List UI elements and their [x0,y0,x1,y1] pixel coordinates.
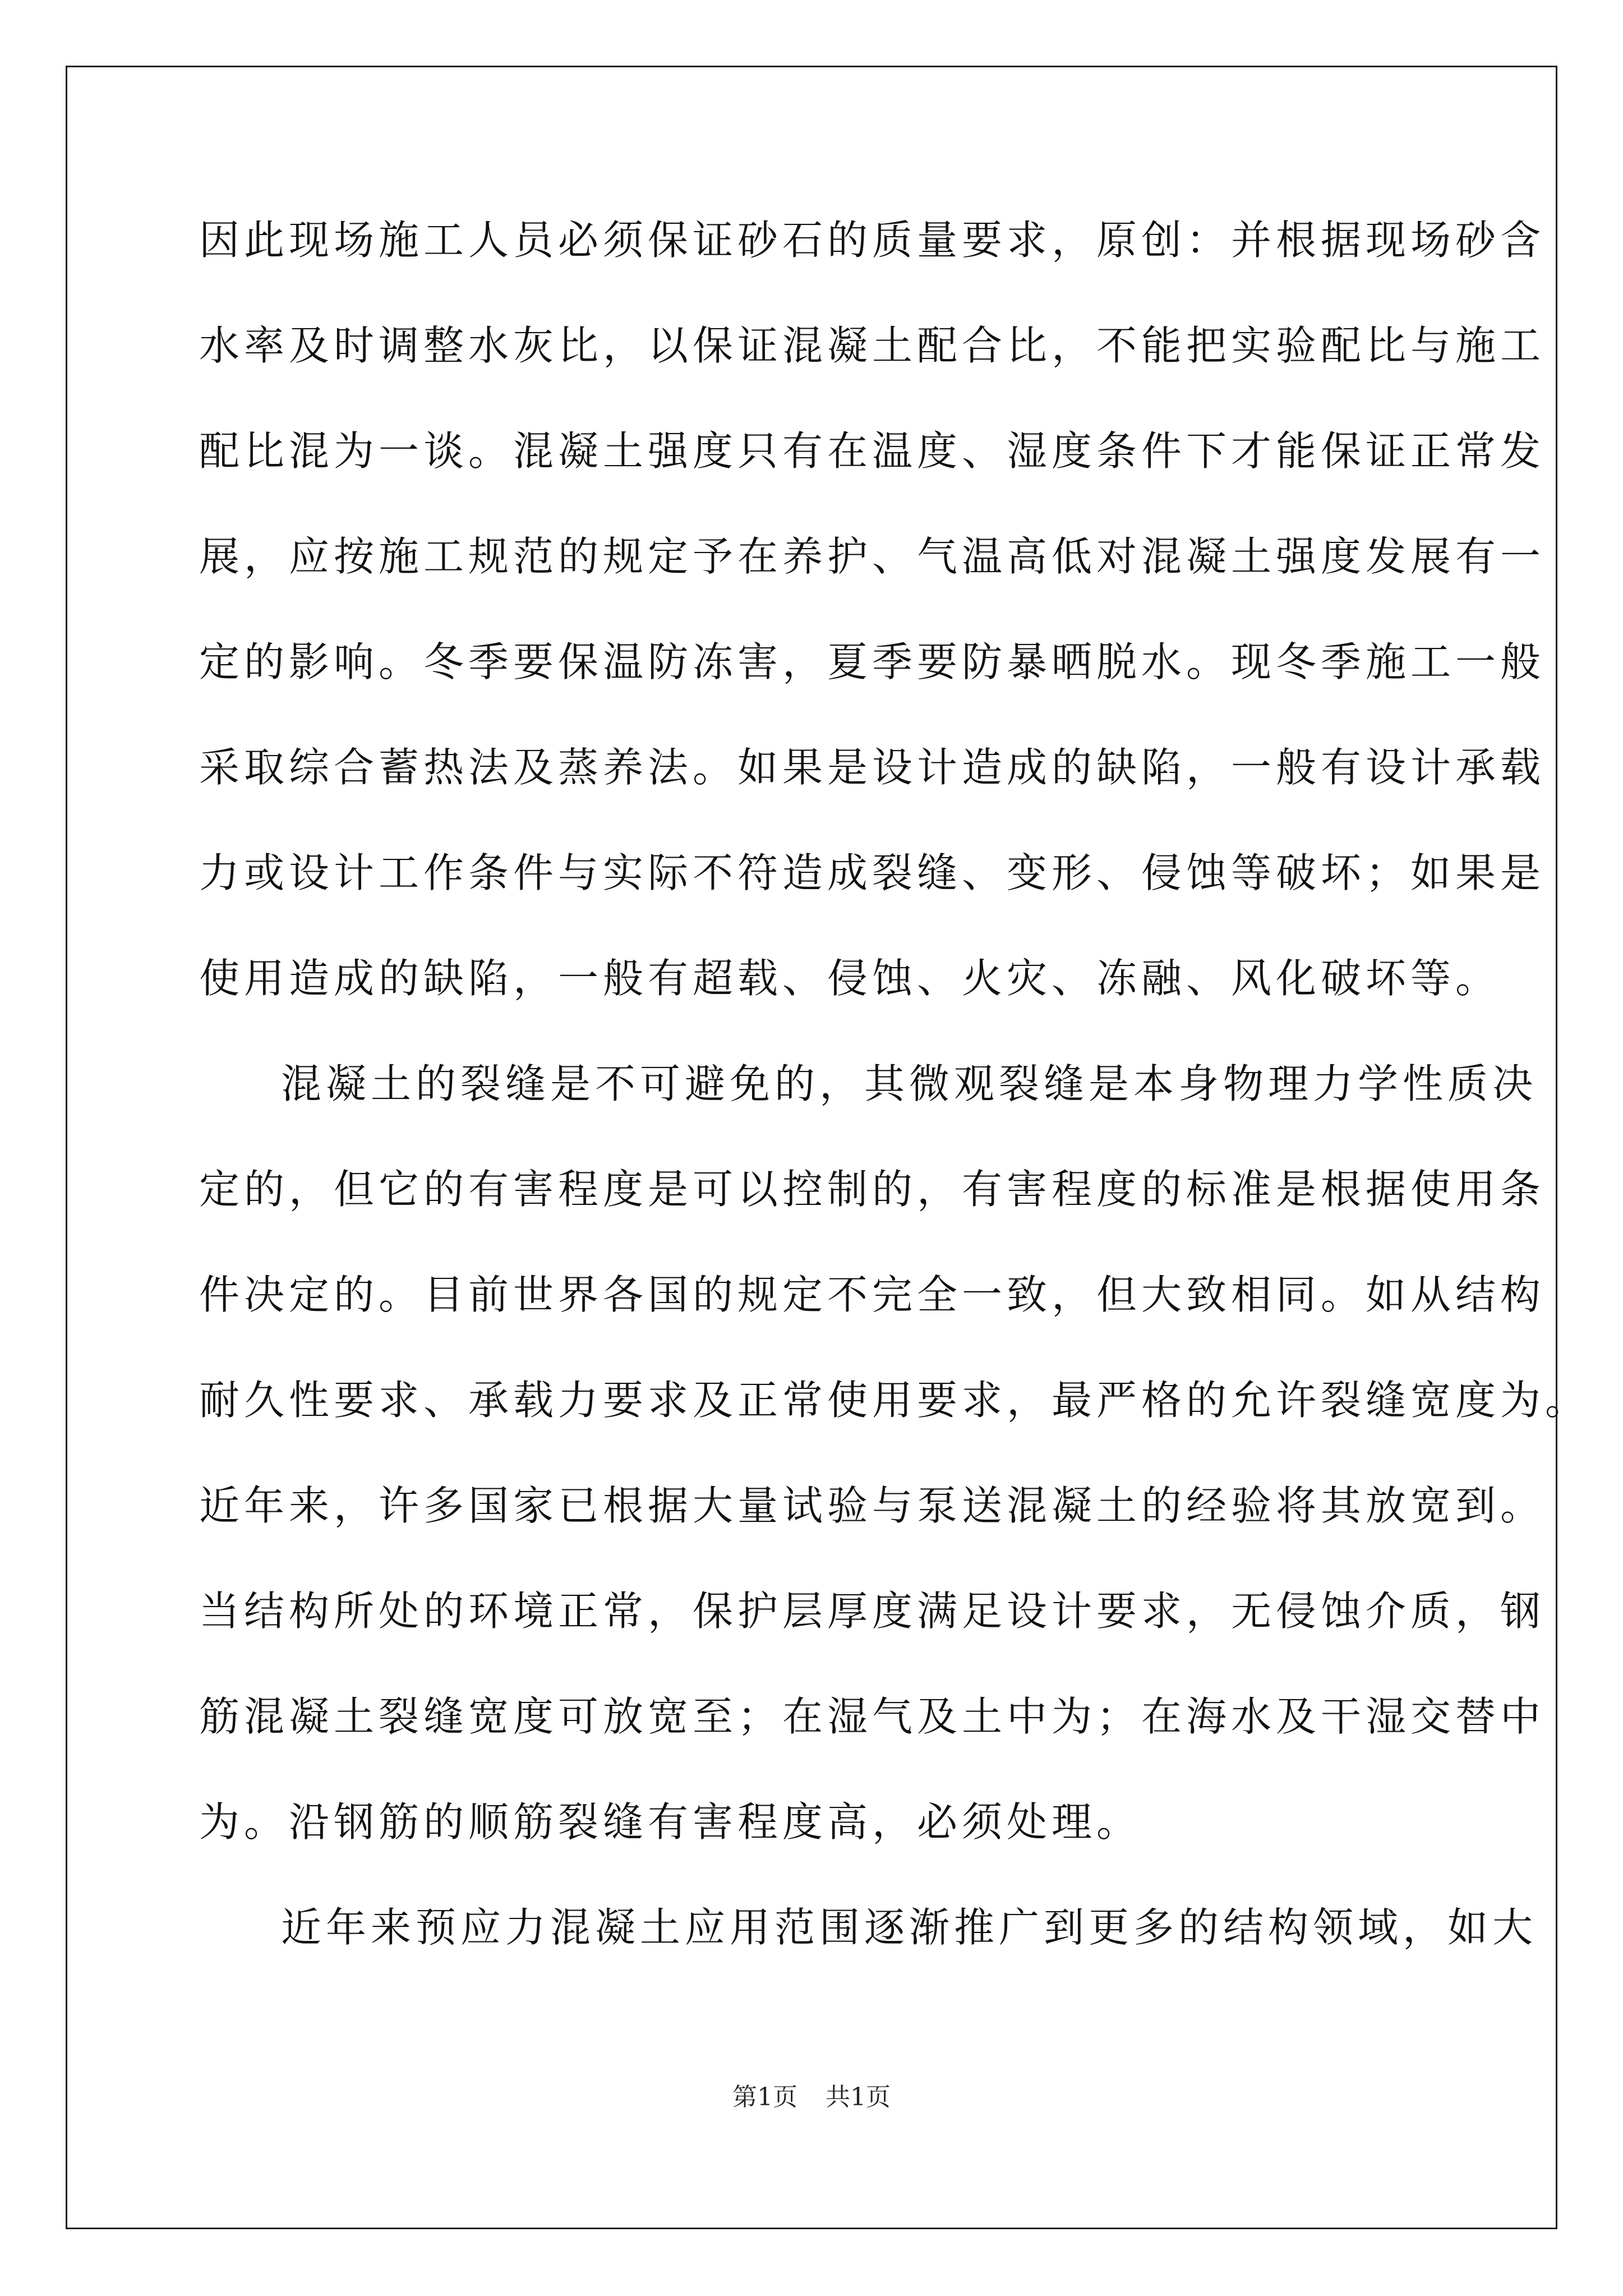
text-line: 使用造成的缺陷，一般有超载、侵蚀、火灾、冻融、风化破坏等。 [199,955,1501,1002]
text-line: 因此现场施工人员必须保证砂石的质量要求，原创：并根据现场砂含 [199,217,1546,264]
page-number-total: 共1页 [826,2083,891,2111]
text-line: 采取综合蓄热法及蒸养法。如果是设计造成的缺陷，一般有设计承载 [199,744,1546,791]
text-line: 筋混凝土裂缝宽度可放宽至；在湿气及土中为；在海水及干湿交替中 [199,1693,1546,1740]
text-line: 近年来，许多国家已根据大量试验与泵送混凝土的经验将其放宽到。 [199,1482,1546,1529]
text-line: 定的影响。冬季要保温防冻害，夏季要防暴晒脱水。现冬季施工一般 [199,638,1546,685]
text-line: 为。沿钢筋的顺筋裂缝有害程度高，必须处理。 [199,1798,1142,1846]
text-line: 件决定的。目前世界各国的规定不完全一致，但大致相同。如从结构 [199,1271,1546,1318]
document-body [199,213,1590,2006]
page-footer [0,2083,1623,2112]
text-line: 展，应按施工规范的规定予在养护、气温高低对混凝土强度发展有一 [199,533,1546,580]
paragraph-first-line: 近年来预应力混凝土应用范围逐渐推广到更多的结构领域，如大 [281,1904,1538,1951]
text-line: 耐久性要求、承载力要求及正常使用要求，最严格的允许裂缝宽度为。 [199,1377,1590,1424]
text-line: 当结构所处的环境正常，保护层厚度满足设计要求，无侵蚀介质，钢 [199,1588,1546,1635]
text-line: 力或设计工作条件与实际不符造成裂缝、变形、侵蚀等破坏；如果是 [199,849,1546,896]
text-line: 水率及时调整水灰比，以保证混凝土配合比，不能把实验配比与施工 [199,322,1546,369]
page-number-current: 第1页 [732,2083,797,2111]
text-line: 配比混为一谈。混凝土强度只有在温度、湿度条件下才能保证正常发 [199,427,1546,475]
text-line: 定的，但它的有害程度是可以控制的，有害程度的标准是根据使用条 [199,1166,1546,1213]
paragraph-first-line: 混凝土的裂缝是不可避免的，其微观裂缝是本身物理力学性质决 [281,1060,1538,1107]
